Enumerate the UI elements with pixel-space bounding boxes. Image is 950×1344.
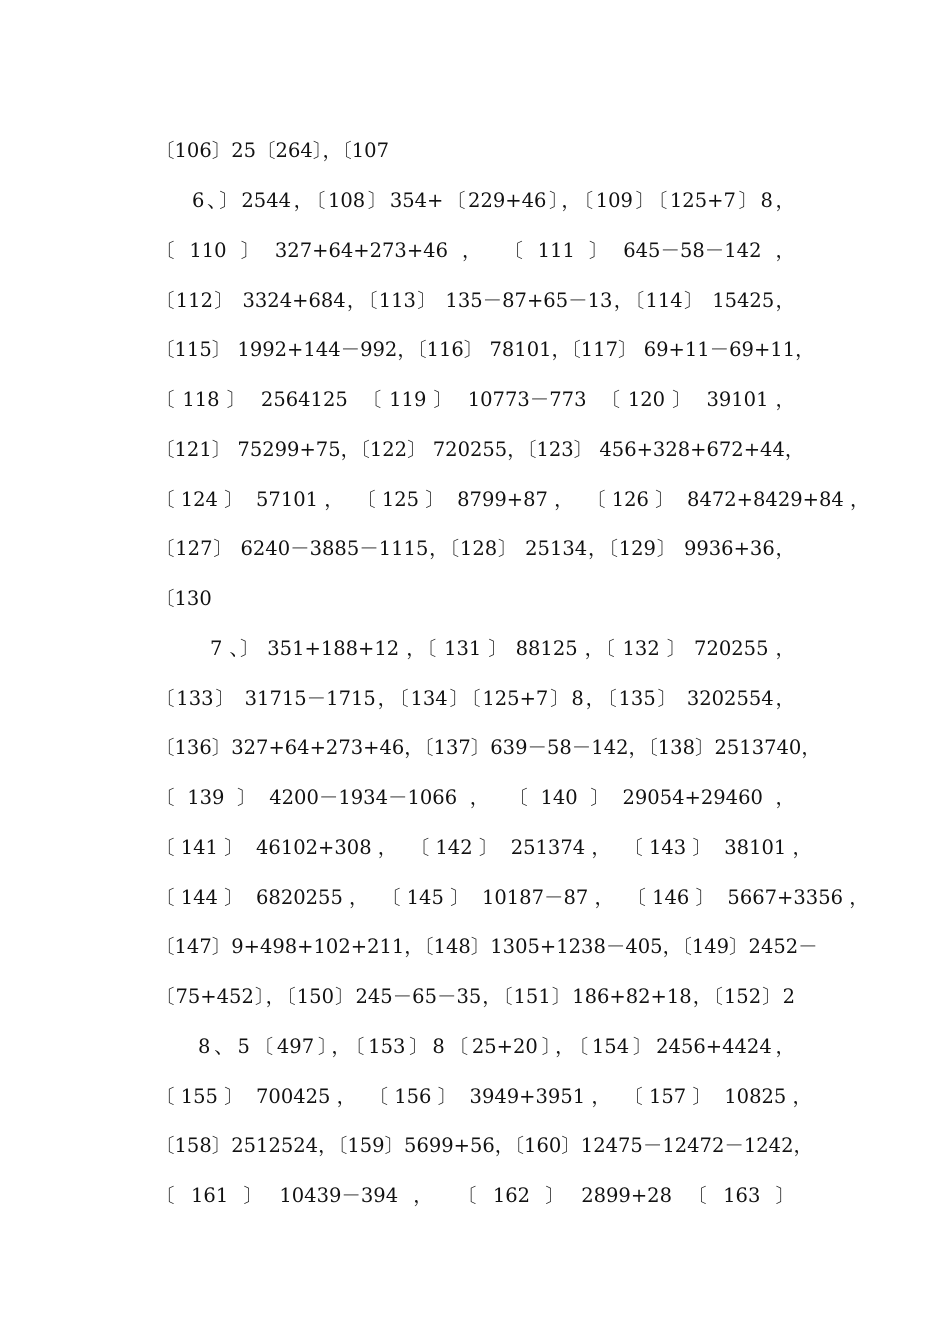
text-line-21: 〔158〕2512524，〔159〕5699+56，〔160〕12475－12472－1242，: [155, 1134, 813, 1157]
text-line-14: 〔 139 〕 4200－1934－1066 ， 〔 140 〕 29054+29460 ，: [155, 786, 795, 809]
text-line-19: 8、5〔497〕，〔153〕8〔25+20〕，〔154〕2456+4424，: [198, 1035, 795, 1058]
text-line-12: 〔133〕 31715－1715，〔134〕〔125+7〕8，〔135〕 3202554，: [155, 687, 795, 710]
text-line-13: 〔136〕327+64+273+46，〔137〕639－58－142，〔138〕2513740，: [155, 736, 821, 759]
text-line-5: 〔115〕 1992+144－992，〔116〕 78101，〔117〕 69+11－69+11，: [155, 338, 815, 361]
text-line-17: 〔147〕9+498+102+211，〔148〕1305+1238－405，〔149〕2452－: [155, 935, 818, 958]
text-line-9: 〔127〕 6240－3885－1115，〔128〕 25134，〔129〕 9936+36，: [155, 537, 795, 560]
text-line-15: 〔 141 〕 46102+308 ， 〔 142 〕 251374 ， 〔 143 〕 38101 ，: [155, 836, 812, 859]
text-line-16: 〔 144 〕 6820255 ， 〔 145 〕 10187－87 ， 〔 146 〕 5667+3356 ，: [155, 886, 869, 909]
text-line-8: 〔 124 〕 57101 ， 〔 125 〕 8799+87 ， 〔 126 〕 8472+8429+84 ，: [155, 488, 870, 511]
text-line-11: 7 、〕 351+188+12 ，〔 131 〕 88125 ，〔 132 〕 720255 ，: [210, 637, 795, 660]
text-line-6: 〔 118 〕 2564125 〔 119 〕 10773－773 〔 120 〕 39101 ，: [155, 388, 795, 411]
text-line-10: 〔130: [155, 587, 212, 610]
text-line-4: 〔112〕 3324+684，〔113〕 135－87+65－13，〔114〕 15425，: [155, 289, 795, 312]
text-line-22: 〔 161 〕 10439－394 ， 〔 162 〕 2899+28 〔 163 〕: [155, 1184, 795, 1207]
text-line-7: 〔121〕 75299+75，〔122〕 720255，〔123〕 456+328+672+44，: [155, 438, 805, 461]
text-line-2: 6、〕2544，〔108〕354+〔229+46〕，〔109〕〔125+7〕8，: [192, 189, 795, 212]
text-line-18: 〔75+452〕，〔150〕245－65－35，〔151〕186+82+18，〔152〕2: [155, 985, 795, 1008]
text-line-20: 〔 155 〕 700425 ， 〔 156 〕 3949+3951 ， 〔 157 〕 10825 ，: [155, 1085, 812, 1108]
text-line-3: 〔 110 〕 327+64+273+46 ， 〔 111 〕 645－58－142 ，: [155, 239, 795, 262]
text-line-1: 〔106〕25〔264〕，〔107: [155, 139, 389, 162]
